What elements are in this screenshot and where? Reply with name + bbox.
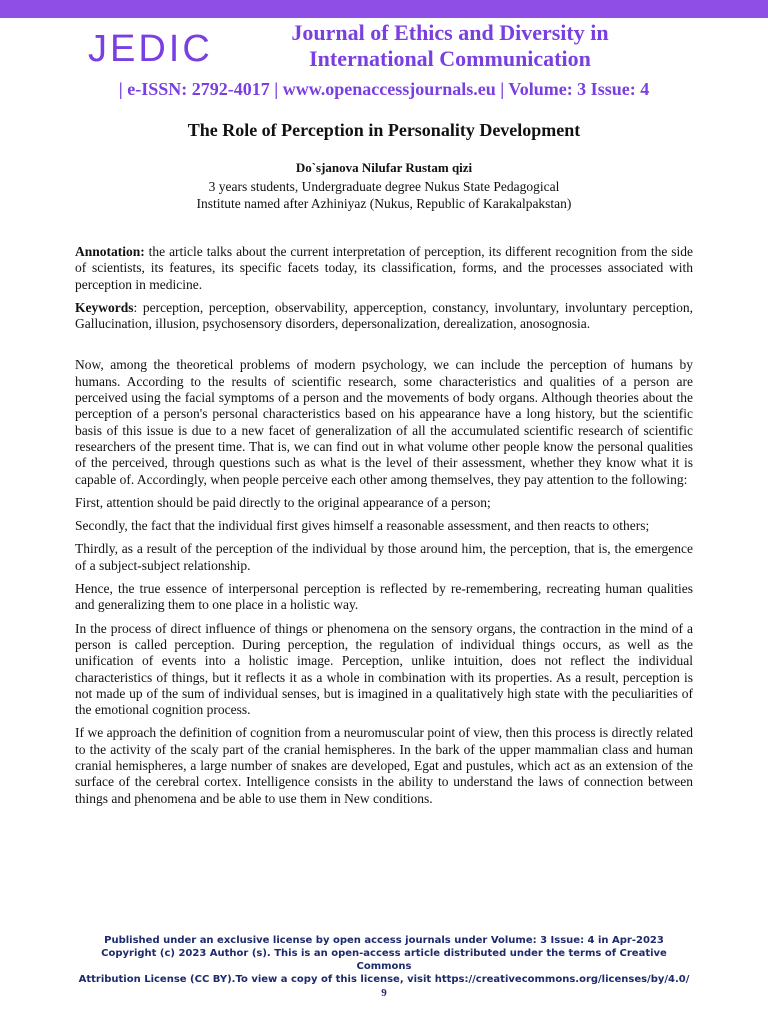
- paragraph: Hence, the true essence of interpersonal perception is reflected by re-remembering, recreating human qualities and generalizing them to one place in a holistic way.: [75, 581, 693, 613]
- paragraph: Secondly, the fact that the individual first gives himself a reasonable assessment, and then reacts to others;: [75, 518, 650, 534]
- keywords-text: : perception, perception, observability, apperception, constancy, involuntary, involuntary perception, Gallucination, illusion, psychosensory disorders, depersonalization, derealization, anosognosia.: [75, 299, 693, 332]
- paragraph: In the process of direct influence of things or phenomena on the sensory organs, the contraction in the mind of a person is called perception. During perception, the regulation of individual things occurs, as well as the unification of events into a holistic image. Perception, unlike intuition, does not reflect the individual characteristics of things, but it reflects it as a whole in combination with its properties. As a result, perception is not made up of the sum of individual senses, but is imagined in a qualitatively high state with the peculiarities of the emotional cognition process.: [75, 620, 693, 718]
- journal-logo: JEDIC: [88, 28, 213, 70]
- paragraph: Thirdly, as a result of the perception of the individual by those around him, the perception, that is, the emergence of a subject-subject relationship.: [75, 541, 693, 573]
- article-body: [75, 244, 693, 814]
- journal-title: Journal of Ethics and Diversity in International Communication: [291, 20, 609, 71]
- paragraph: Now, among the theoretical problems of modern psychology, we can include the perception of humans by humans. According to the results of scientific research, some characteristics and qualities of a person are perceived using the facial symptoms of a person and the movements of body organs. Although theories about the perception of a person's personal characteristics based on his appearance have a long history, but the scientific basis of this issue is due to a new facet of generalization of all the accumulated scientific research of scientific researchers of the present time. That is, we can find out in what volume other people know the personal qualities of the perceived, through questions such as what is the level of their assessment, whether they know what it is capable of. Accordingly, when people perceive each other among themselves, they pay attention to the following:: [75, 357, 693, 487]
- footer-line: Attribution License (CC BY).To view a copy of this license, visit https://creativecommons.org/licenses/by/4.0/: [78, 974, 690, 985]
- annotation: [75, 244, 693, 293]
- keywords: [75, 300, 693, 333]
- author-affiliation: [0, 178, 768, 212]
- annotation-text: the article talks about the current interpretation of perception, its different recognition from the side of scientists, its features, its specific facets today, its classification, forms, and the processes associated with perception in medicine.: [75, 244, 693, 292]
- keywords-label: Keywords: [75, 299, 134, 315]
- license-footer: [75, 934, 693, 986]
- affiliation-line: Institute named after Azhiniyaz (Nukus, Republic of Karakalpakstan): [196, 196, 572, 211]
- issn-line: | e-ISSN: 2792-4017 | www.openaccessjournals.eu | Volume: 3 Issue: 4: [118, 79, 650, 99]
- affiliation-line: 3 years students, Undergraduate degree Nukus State Pedagogical: [208, 179, 560, 194]
- footer-line: Copyright (c) 2023 Author (s). This is an open-access article distributed under the terms of Creative Commons: [101, 948, 667, 972]
- article-title: The Role of Perception in Personality Development: [187, 120, 581, 140]
- paragraph: First, attention should be paid directly to the original appearance of a person;: [75, 494, 491, 510]
- page-number: 9: [381, 987, 387, 999]
- author-name: Do`sjanova Nilufar Rustam qizi: [295, 160, 473, 175]
- paragraph: If we approach the definition of cognition from a neuromuscular point of view, then this process is directly related to the activity of the scaly part of the cranial hemispheres. In the bark of the upper mammalian class and human cranial hemispheres, a large number of snakes are developed, Egat and pustules, which act as an extension of the surface of the cerebral cortex. Intelligence consists in the ability to understand the laws of connection between things and phenomena and be able to use them in New conditions.: [75, 725, 693, 806]
- footer-line: Published under an exclusive license by open access journals under Volume: 3 Issue: 4 in Apr-2023: [104, 935, 664, 946]
- header-bar: [0, 0, 768, 18]
- annotation-label: Annotation:: [75, 244, 145, 259]
